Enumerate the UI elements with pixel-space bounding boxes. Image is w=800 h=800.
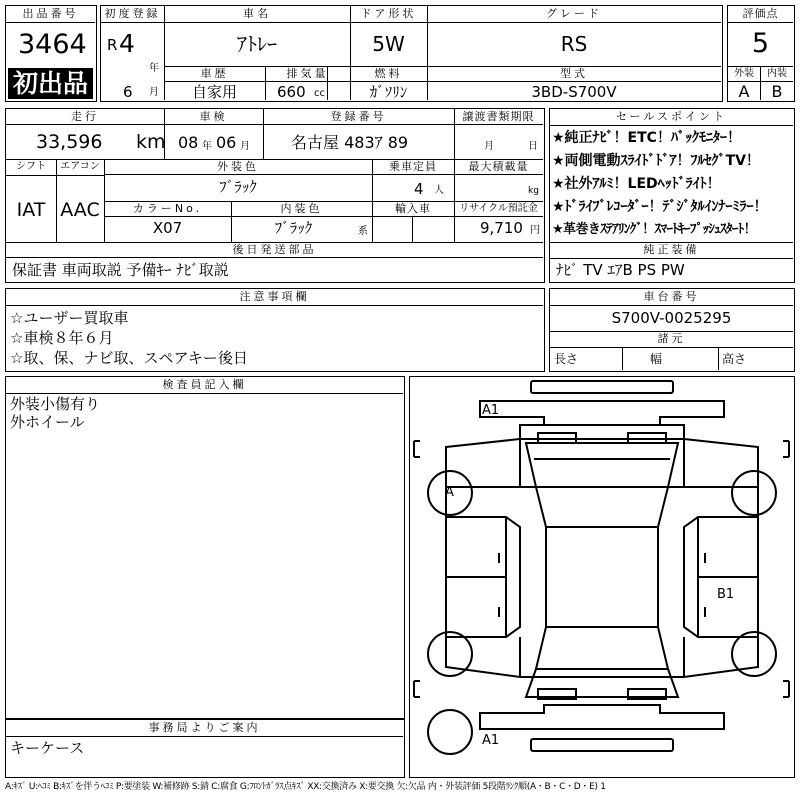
first-reg-year: 4 xyxy=(119,29,135,58)
history-label: 車歴 xyxy=(200,67,229,80)
max-load-unit: kg xyxy=(528,186,539,196)
import-label: 輸入車 xyxy=(395,202,431,215)
notes-box xyxy=(5,288,545,372)
recycle-label: リサイクル預託金 xyxy=(459,203,538,214)
lot-box xyxy=(5,5,97,102)
model-code-label: 型式 xyxy=(560,67,588,80)
notes-label: 注意事項欄 xyxy=(6,289,543,306)
office-label: 事務局よりご案内 xyxy=(6,720,403,737)
shift-label: シフト xyxy=(16,161,46,172)
car-diagram xyxy=(409,376,795,778)
mileage-value: 33,596 xyxy=(36,131,103,153)
damage-mark-rear: A1 xyxy=(482,733,500,748)
grade-value: RS xyxy=(560,32,588,56)
history-value: 自家用 xyxy=(191,83,237,101)
displacement-label: 排気量 xyxy=(286,67,329,80)
aircon-label: エアコン xyxy=(60,161,100,172)
inspection-label: 車検 xyxy=(199,110,228,123)
fuel-value: ｶﾞｿﾘﾝ xyxy=(369,83,408,101)
plate-value: 名古屋 483ｱ 89 xyxy=(291,133,409,152)
capacity-label: 乗車定員 xyxy=(389,160,437,173)
inspector-box xyxy=(5,376,405,719)
door-value: 5W xyxy=(372,32,405,56)
transfer-day-unit: 日 xyxy=(528,141,538,152)
first-reg-year-unit: 年 xyxy=(149,63,159,74)
dimensions-width: 幅 xyxy=(650,352,663,366)
displacement-value: 660 xyxy=(277,83,306,101)
car-name-label: 車名 xyxy=(243,7,271,20)
interior-color-suffix: 系 xyxy=(358,226,368,237)
office-box xyxy=(5,719,405,778)
score-value: 5 xyxy=(751,28,770,59)
lot-number: 3464 xyxy=(18,29,87,60)
damage-mark-front: A1 xyxy=(482,403,500,418)
int-value: B xyxy=(771,82,783,101)
later-parts-value: 保証書 車両取説 予備ｷｰ ﾅﾋﾞ取説 xyxy=(12,261,229,279)
score-box xyxy=(727,5,795,102)
sales-point-4: ★ﾄﾞﾗｲﾌﾞﾚｺｰﾀﾞｰ！ﾃﾞｼﾞﾀﾙｲﾝﾅｰﾐﾗｰ！ xyxy=(552,199,768,215)
office-value: キーケース xyxy=(10,739,85,757)
sales-points-label: セールスポイント xyxy=(550,109,793,126)
capacity-unit: 人 xyxy=(434,185,444,196)
notes-line-3: ☆取、保、ナビ取、スペアキー後日 xyxy=(10,349,248,367)
lot-label: 出品番号 xyxy=(6,6,95,23)
notes-line-1: ☆ユーザー買取車 xyxy=(10,309,129,327)
genuine-equipment-value: ﾅﾋﾞ TV ｴｱB PS PW xyxy=(556,261,685,279)
model-code-value: 3BD-S700V xyxy=(531,83,617,101)
dimensions-label: 諸元 xyxy=(550,331,793,348)
door-label: ドア形状 xyxy=(360,7,417,20)
genuine-equipment-label: 純正装備 xyxy=(550,242,793,259)
notes-line-2: ☆車検８年６月 xyxy=(10,329,114,347)
capacity-value: 4 xyxy=(414,180,424,198)
ext-label: 外装 xyxy=(734,68,754,79)
interior-color-value: ﾌﾞﾗｯｸ xyxy=(274,219,313,237)
chassis-label: 車台番号 xyxy=(550,289,793,306)
fuel-label: 燃料 xyxy=(374,67,403,80)
first-reg-month: 6 xyxy=(123,83,133,101)
inspection-year-unit: 年 xyxy=(202,141,212,152)
inspector-label: 検査員記入欄 xyxy=(6,377,403,394)
car-name-value: ｱﾄﾚｰ xyxy=(237,32,277,56)
chassis-value: S700V-0025295 xyxy=(611,309,732,327)
damage-mark-left-wheel: A xyxy=(445,485,454,500)
transfer-month-unit: 月 xyxy=(484,141,494,152)
dimensions-height: 高さ xyxy=(722,352,747,366)
lot-badge: 初出品 xyxy=(8,68,93,99)
exterior-color-value: ﾌﾞﾗｯｸ xyxy=(219,178,257,196)
legend-text: A:ｷｽﾞ U:ﾍｺﾐ B:ｷｽﾞを伴うﾍｺﾐ P:要塗装 W:補修跡 S:錆 C:腐食 G:ﾌﾛﾝﾄｶﾞﾗｽ点ｷｽﾞ XX:交換済み X:要交換 欠:欠品 内・外装評価 5段階ﾗﾝｸ順(A・B・C・D・E) 1 xyxy=(5,782,606,792)
sales-point-3: ★社外ｱﾙﾐ！LEDﾍｯﾄﾞﾗｲﾄ！ xyxy=(552,176,721,192)
shift-value: IAT xyxy=(16,199,46,221)
color-no-label: カラーNo. xyxy=(132,202,203,215)
displacement-unit: cc xyxy=(314,88,325,99)
sales-point-5: ★革巻きｽﾃｱﾘﾝｸﾞ！ｽﾏｰﾄｷｰﾌﾟｯｼｭｽﾀｰﾄ！ xyxy=(552,222,757,237)
inspection-month: 06 xyxy=(216,133,237,152)
aircon-value: AAC xyxy=(60,199,100,221)
damage-mark-right-rear: B1 xyxy=(717,587,735,602)
transfer-label: 譲渡書類期限 xyxy=(462,110,535,123)
score-label: 評価点 xyxy=(728,6,793,23)
recycle-unit: 円 xyxy=(530,225,540,236)
inspection-month-unit: 月 xyxy=(240,141,250,152)
inspector-line-2: 外ホイール xyxy=(10,413,85,431)
plate-label: 登録番号 xyxy=(330,110,387,123)
first-reg-month-unit: 月 xyxy=(149,87,159,98)
chassis-box xyxy=(549,288,795,372)
color-no-value: X07 xyxy=(152,219,183,237)
first-reg-label: 初度登録 xyxy=(104,7,161,20)
ext-value: A xyxy=(738,82,750,101)
sales-point-1: ★純正ﾅﾋﾞ！ETC！ﾊﾞｯｸﾓﾆﾀｰ！ xyxy=(552,130,741,146)
main-spec-box xyxy=(100,5,723,102)
later-parts-label: 後日発送部品 xyxy=(232,243,317,256)
dimensions-length: 長さ xyxy=(554,352,579,366)
recycle-value: 9,710 xyxy=(480,219,523,237)
mileage-unit: km xyxy=(136,131,166,153)
details-box xyxy=(5,108,545,283)
grade-label: グレード xyxy=(546,7,602,20)
exterior-color-label: 外装色 xyxy=(217,160,259,173)
car-diagram-drawing xyxy=(410,377,793,776)
interior-color-label: 内装色 xyxy=(280,202,323,215)
inspection-year: 08 xyxy=(178,133,199,152)
sales-points-box xyxy=(549,108,795,283)
mileage-label: 走行 xyxy=(71,110,99,123)
inspector-line-1: 外装小傷有り xyxy=(10,395,101,413)
first-reg-era: R xyxy=(107,36,118,54)
max-load-label: 最大積載量 xyxy=(468,160,529,173)
sales-point-2: ★両側電動ｽﾗｲﾄﾞﾄﾞｱ！ﾌﾙｾｸﾞTV！ xyxy=(552,153,760,169)
int-label: 内装 xyxy=(767,68,787,79)
